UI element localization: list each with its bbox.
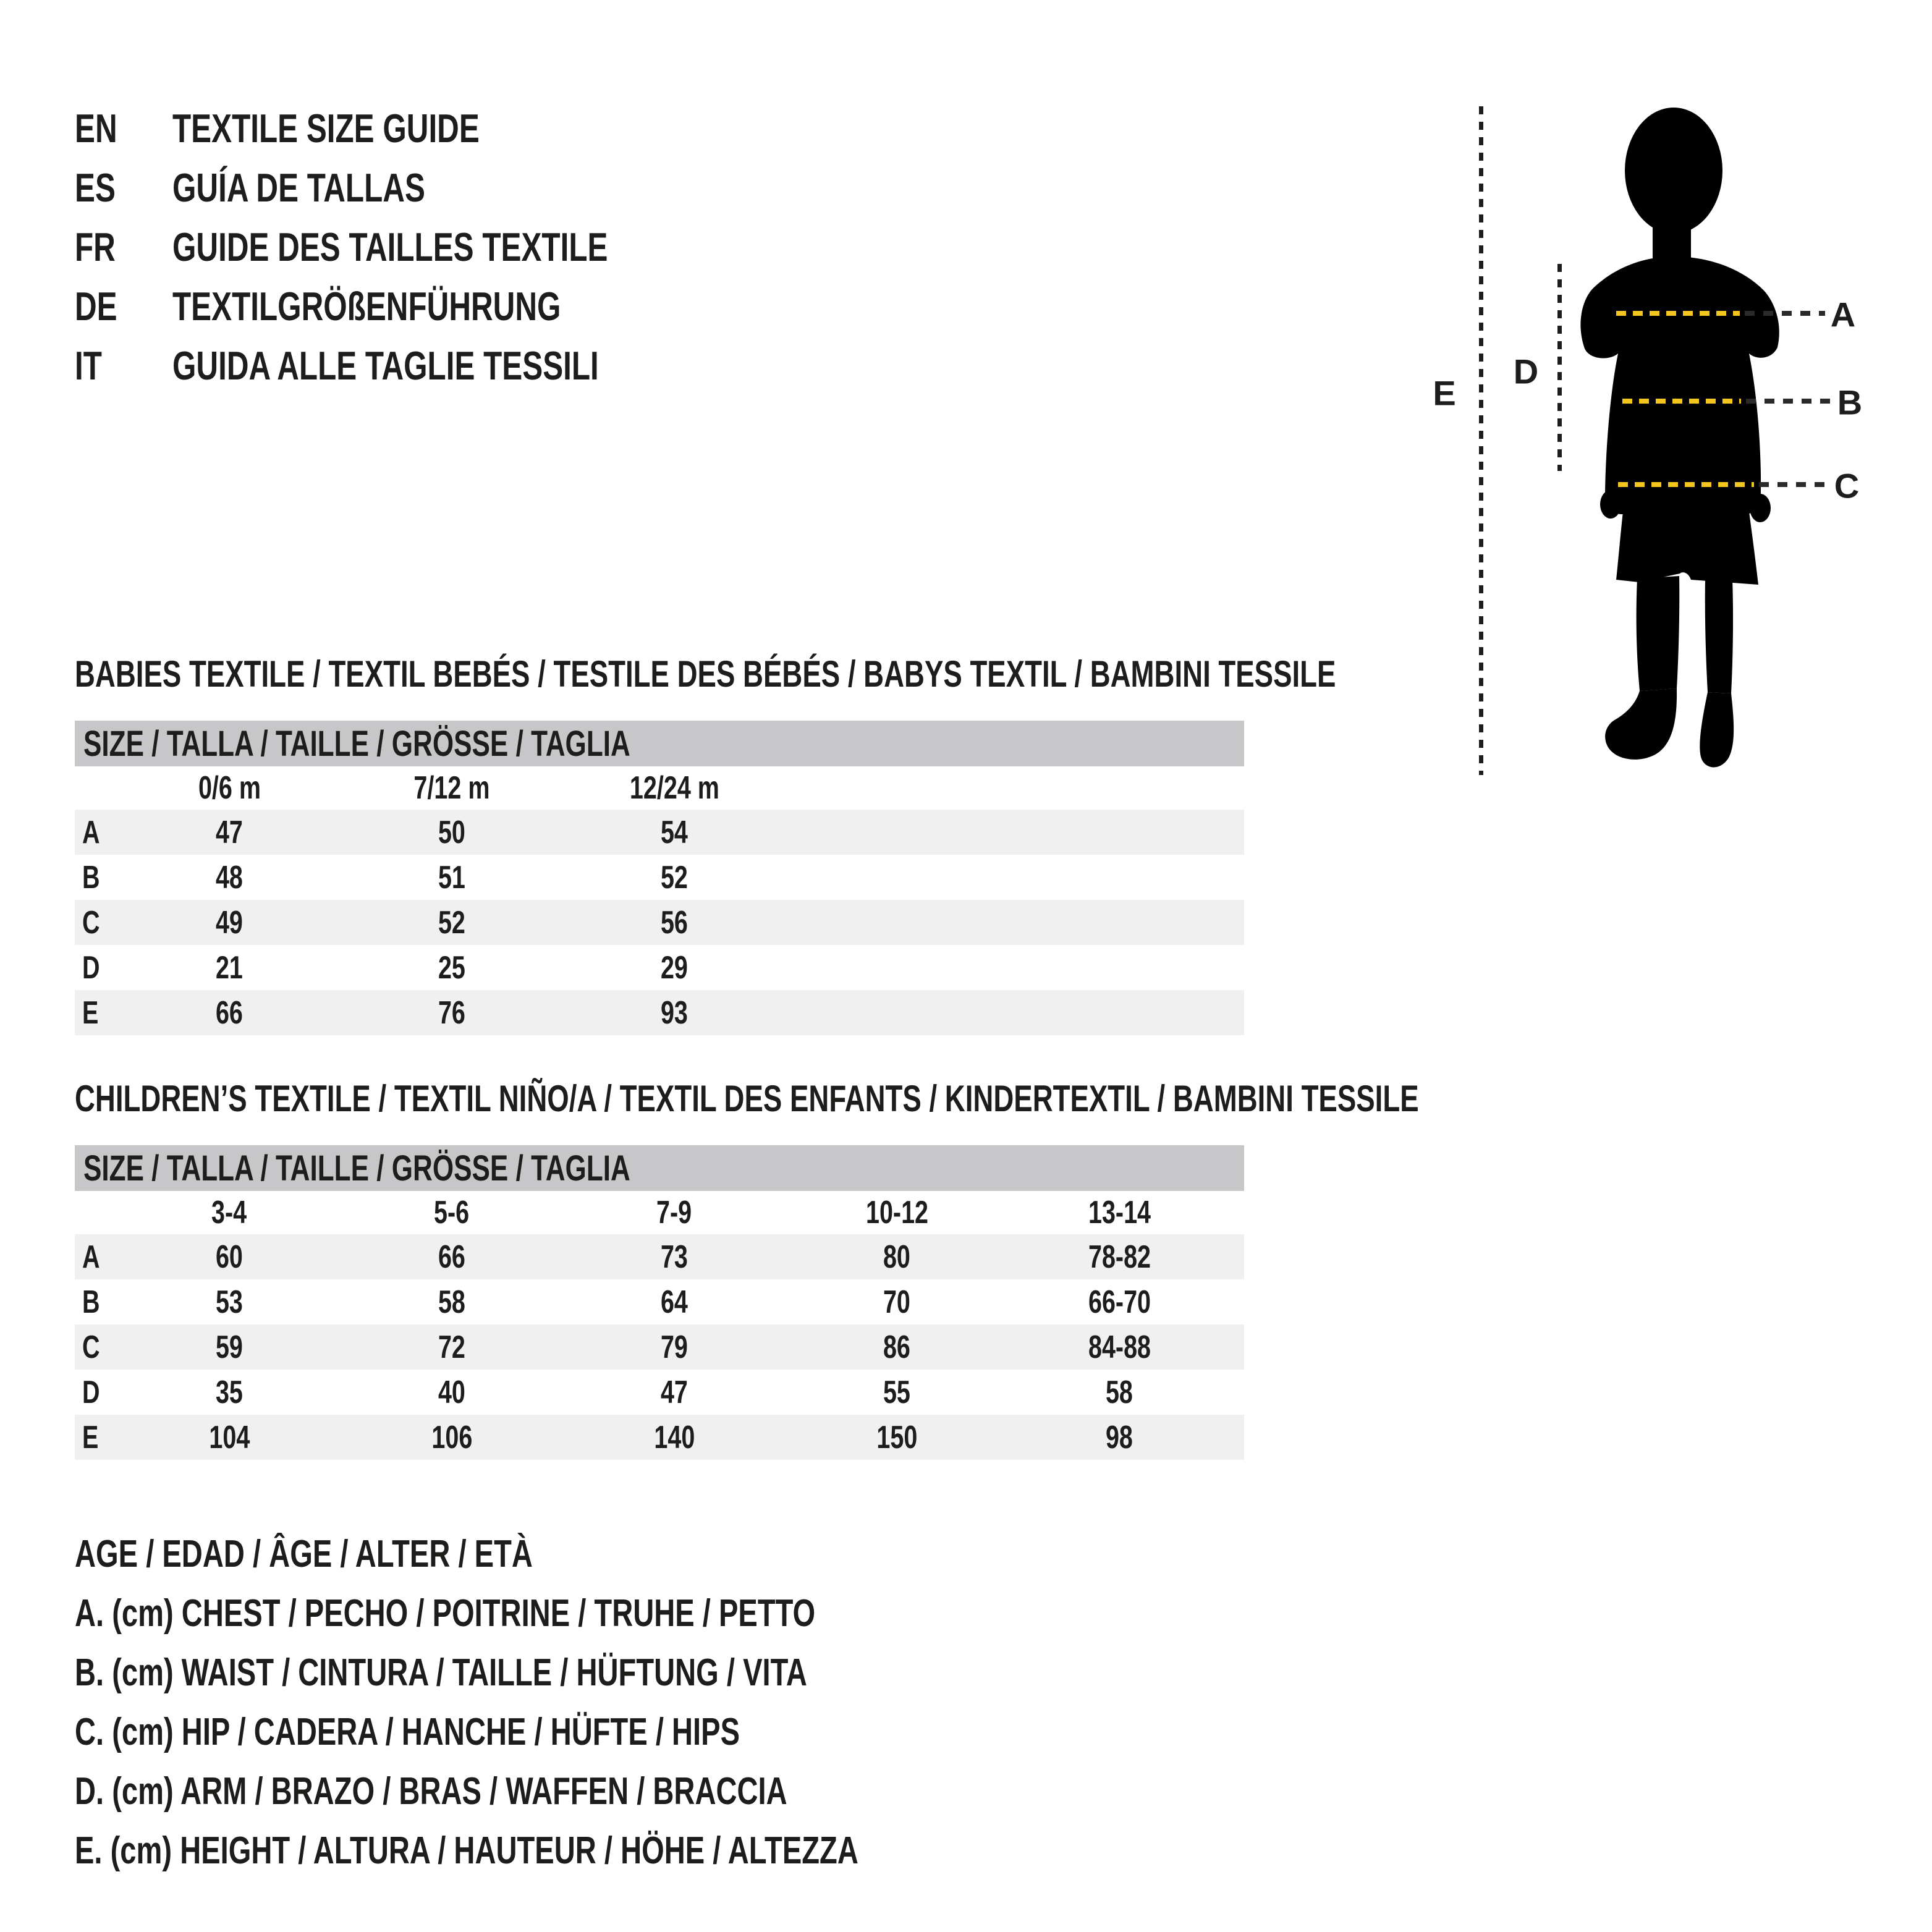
value-text: 49: [216, 904, 243, 941]
value-cell: [563, 855, 786, 900]
language-row: [75, 217, 745, 276]
language-code: [75, 105, 172, 151]
value-cell: [786, 1370, 1008, 1415]
value-text: 52: [438, 904, 465, 941]
children-section-heading: [75, 1077, 1843, 1120]
column-header-text: 10-12: [865, 1195, 928, 1231]
silhouette-right-hand: [1750, 494, 1771, 522]
column-header-text: 5-6: [434, 1195, 470, 1231]
value-cell: [1008, 1324, 1231, 1370]
value-text: 51: [438, 859, 465, 896]
silhouette-right-shoe: [1700, 692, 1734, 767]
babies-size-header-text: SIZE / TALLA / TAILLE / GRÖSSE / TAGLIA: [83, 723, 630, 764]
children-size-header-text: SIZE / TALLA / TAILLE / GRÖSSE / TAGLIA: [83, 1148, 630, 1188]
value-cell: [118, 900, 341, 945]
row-label-text: C: [82, 1329, 100, 1365]
column-header-text: 7-9: [656, 1195, 692, 1231]
table-row: [75, 1234, 1244, 1279]
arm-measure-dotted-line-D: [1557, 264, 1562, 471]
silhouette-head: [1625, 108, 1722, 234]
row-label-text: A: [82, 814, 100, 850]
chest-measure-dash-yellow: [1616, 311, 1740, 316]
value-text: 40: [438, 1374, 465, 1410]
language-title: TEXTILGRÖßENFÜHRUNG: [172, 283, 561, 329]
children-size-header-bar: [75, 1145, 1244, 1191]
value-text: 79: [661, 1329, 688, 1365]
value-cell: [118, 1279, 341, 1324]
language-code: [75, 224, 172, 270]
column-header: [118, 766, 341, 810]
value-text: 56: [661, 904, 688, 941]
row-label-text: A: [82, 1239, 100, 1275]
value-text: 93: [661, 994, 688, 1031]
language-code-text: IT: [75, 342, 102, 388]
value-text: 72: [438, 1329, 465, 1365]
row-label-text: D: [82, 949, 100, 986]
value-text: 66: [216, 994, 243, 1031]
value-cell: [563, 945, 786, 990]
value-cell: [341, 1415, 563, 1460]
value-text: 48: [216, 859, 243, 896]
value-cell: [341, 1324, 563, 1370]
column-header-text: 0/6 m: [198, 770, 261, 806]
legend-item-text: C. (cm) HIP / CADERA / HANCHE / HÜFTE / HIPS: [75, 1710, 740, 1753]
babies-size-header-bar: [75, 721, 1244, 766]
language-code-text: ES: [75, 164, 116, 210]
value-text: 64: [661, 1284, 688, 1320]
row-label: [75, 1324, 118, 1370]
table-row: [75, 1279, 1244, 1324]
row-label-text: B: [82, 859, 100, 896]
silhouette-shorts: [1616, 512, 1758, 585]
legend-item-text: A. (cm) CHEST / PECHO / POITRINE / TRUHE / PETTO: [75, 1591, 816, 1635]
value-cell: [341, 1279, 563, 1324]
language-code: [75, 342, 172, 389]
value-cell: [341, 1234, 563, 1279]
row-label: [75, 900, 118, 945]
silhouette-left-shoe: [1605, 688, 1677, 760]
measure-label-D: D: [1513, 352, 1539, 391]
babies-size-table: [75, 721, 1244, 1035]
language-row: [75, 276, 745, 336]
value-cell: [563, 1324, 786, 1370]
legend-item-text: B. (cm) WAIST / CINTURA / TAILLE / HÜFTUNG / VITA: [75, 1651, 807, 1694]
value-cell: [786, 1324, 1008, 1370]
silhouette-left-hand: [1600, 490, 1621, 519]
waist-measure-dash-black: [1746, 399, 1832, 404]
value-cell: [786, 1415, 1008, 1460]
value-cell: [118, 810, 341, 855]
babies-section-heading-text: BABIES TEXTILE / TEXTIL BEBÉS / TESTILE DES BÉBÉS / BABYS TEXTIL / BAMBINI TESSILE: [75, 653, 1336, 695]
language-code: [75, 283, 172, 329]
measure-label-A: A: [1830, 295, 1856, 334]
measure-label-B: B: [1837, 383, 1863, 422]
value-text: 106: [431, 1419, 472, 1455]
column-header-text: 7/12 m: [413, 770, 490, 806]
language-title: GUIDE DES TAILLES TEXTILE: [172, 224, 608, 269]
column-header: [341, 1191, 563, 1234]
value-text: 29: [661, 949, 688, 986]
row-label-text: B: [82, 1284, 100, 1320]
value-text: 150: [876, 1419, 917, 1455]
babies-section-heading: [75, 652, 1734, 695]
legend-item: [75, 1821, 1106, 1880]
legend-age-text: AGE / EDAD / ÂGE / ALTER / ETÀ: [75, 1532, 533, 1575]
column-header: [563, 1191, 786, 1234]
column-header: [118, 1191, 341, 1234]
empty-header-cell: [75, 766, 118, 810]
column-header: [1008, 1191, 1231, 1234]
value-cell: [1008, 1234, 1231, 1279]
value-cell: [341, 810, 563, 855]
row-label: [75, 1234, 118, 1279]
children-size-table: [75, 1145, 1244, 1460]
empty-header-cell: [75, 1191, 118, 1234]
language-title-list: [75, 98, 745, 395]
value-cell: [563, 900, 786, 945]
hip-measure-dash-black: [1759, 482, 1830, 487]
table-header-row: [75, 1191, 1244, 1234]
table-row: [75, 1370, 1244, 1415]
column-header: [563, 766, 786, 810]
row-label-text: E: [82, 1419, 99, 1455]
value-cell: [118, 990, 341, 1035]
legend-age-row: [75, 1524, 1106, 1583]
legend-item: [75, 1702, 1106, 1761]
value-cell: [118, 1324, 341, 1370]
value-text: 47: [216, 814, 243, 850]
value-text: 21: [216, 949, 243, 986]
value-cell: [563, 990, 786, 1035]
language-row: [75, 158, 745, 217]
value-text: 76: [438, 994, 465, 1031]
table-row: [75, 945, 1244, 990]
row-label-text: D: [82, 1374, 100, 1410]
table-row: [75, 1415, 1244, 1460]
value-text: 59: [216, 1329, 243, 1365]
value-cell: [341, 855, 563, 900]
value-text: 70: [883, 1284, 910, 1320]
column-header: [786, 1191, 1008, 1234]
row-label: [75, 1279, 118, 1324]
value-text: 50: [438, 814, 465, 850]
value-text: 58: [438, 1284, 465, 1320]
value-text: 58: [1106, 1374, 1133, 1410]
language-code-text: EN: [75, 105, 117, 151]
legend-item-text: D. (cm) ARM / BRAZO / BRAS / WAFFEN / BRACCIA: [75, 1769, 787, 1813]
value-cell: [341, 945, 563, 990]
value-cell: [118, 1415, 341, 1460]
language-code-text: DE: [75, 283, 117, 329]
value-text: 52: [661, 859, 688, 896]
column-header: [341, 766, 563, 810]
legend-item: [75, 1583, 1106, 1643]
children-table-body: [75, 1191, 1244, 1460]
value-cell: [1008, 1279, 1231, 1324]
column-header-text: 3-4: [211, 1195, 247, 1231]
table-row: [75, 810, 1244, 855]
column-header-text: 12/24 m: [629, 770, 719, 806]
value-text: 54: [661, 814, 688, 850]
value-text: 84-88: [1088, 1329, 1151, 1365]
value-cell: [786, 1279, 1008, 1324]
value-text: 73: [661, 1239, 688, 1275]
value-text: 66: [438, 1239, 465, 1275]
table-row: [75, 990, 1244, 1035]
table-row: [75, 1324, 1244, 1370]
legend-item: [75, 1761, 1106, 1821]
value-cell: [563, 1415, 786, 1460]
value-text: 55: [883, 1374, 910, 1410]
language-code: [75, 164, 172, 211]
value-text: 25: [438, 949, 465, 986]
language-row: [75, 336, 745, 395]
chest-measure-dash-black: [1745, 311, 1825, 316]
value-cell: [563, 1234, 786, 1279]
value-cell: [563, 1370, 786, 1415]
row-label: [75, 1415, 118, 1460]
children-section-heading-text: CHILDREN’S TEXTILE / TEXTIL NIÑO/A / TEXTIL DES ENFANTS / KINDERTEXTIL / BAMBINI TESSILE: [75, 1077, 1419, 1119]
row-label: [75, 945, 118, 990]
value-text: 98: [1106, 1419, 1133, 1455]
legend-item: [75, 1643, 1106, 1702]
row-label: [75, 855, 118, 900]
value-cell: [563, 810, 786, 855]
value-cell: [1008, 1415, 1231, 1460]
legend-items: [75, 1583, 1106, 1880]
value-text: 140: [654, 1419, 695, 1455]
value-text: 47: [661, 1374, 688, 1410]
value-text: 104: [209, 1419, 250, 1455]
row-label: [75, 1370, 118, 1415]
value-cell: [341, 1370, 563, 1415]
language-title: GUÍA DE TALLAS: [172, 164, 425, 210]
value-cell: [118, 1370, 341, 1415]
measure-label-C: C: [1834, 466, 1860, 506]
language-row: [75, 98, 745, 158]
hip-measure-dash-yellow: [1618, 482, 1754, 487]
value-text: 86: [883, 1329, 910, 1365]
silhouette-shirt: [1580, 256, 1779, 514]
row-label-text: E: [82, 994, 99, 1031]
table-row: [75, 855, 1244, 900]
value-text: 66-70: [1088, 1284, 1151, 1320]
value-cell: [341, 900, 563, 945]
value-text: 60: [216, 1239, 243, 1275]
measure-label-E: E: [1433, 373, 1456, 413]
value-cell: [118, 1234, 341, 1279]
column-header-text: 13-14: [1088, 1195, 1151, 1231]
row-label-text: C: [82, 904, 100, 941]
value-cell: [118, 855, 341, 900]
value-text: 35: [216, 1374, 243, 1410]
value-cell: [786, 1234, 1008, 1279]
value-text: 53: [216, 1284, 243, 1320]
value-text: 78-82: [1088, 1239, 1151, 1275]
value-cell: [118, 945, 341, 990]
legend-item-text: E. (cm) HEIGHT / ALTURA / HAUTEUR / HÖHE / ALTEZZA: [75, 1829, 858, 1872]
value-cell: [341, 990, 563, 1035]
table-header-row: [75, 766, 1244, 810]
row-label: [75, 990, 118, 1035]
babies-table-body: [75, 766, 1244, 1035]
measurement-legend: [75, 1524, 1106, 1880]
value-cell: [563, 1279, 786, 1324]
row-label: [75, 810, 118, 855]
table-row: [75, 900, 1244, 945]
value-cell: [1008, 1370, 1231, 1415]
waist-measure-dash-yellow: [1622, 399, 1741, 404]
language-title: TEXTILE SIZE GUIDE: [172, 105, 480, 151]
language-title: GUIDA ALLE TAGLIE TESSILI: [172, 342, 599, 388]
value-text: 80: [883, 1239, 910, 1275]
language-code-text: FR: [75, 224, 116, 269]
